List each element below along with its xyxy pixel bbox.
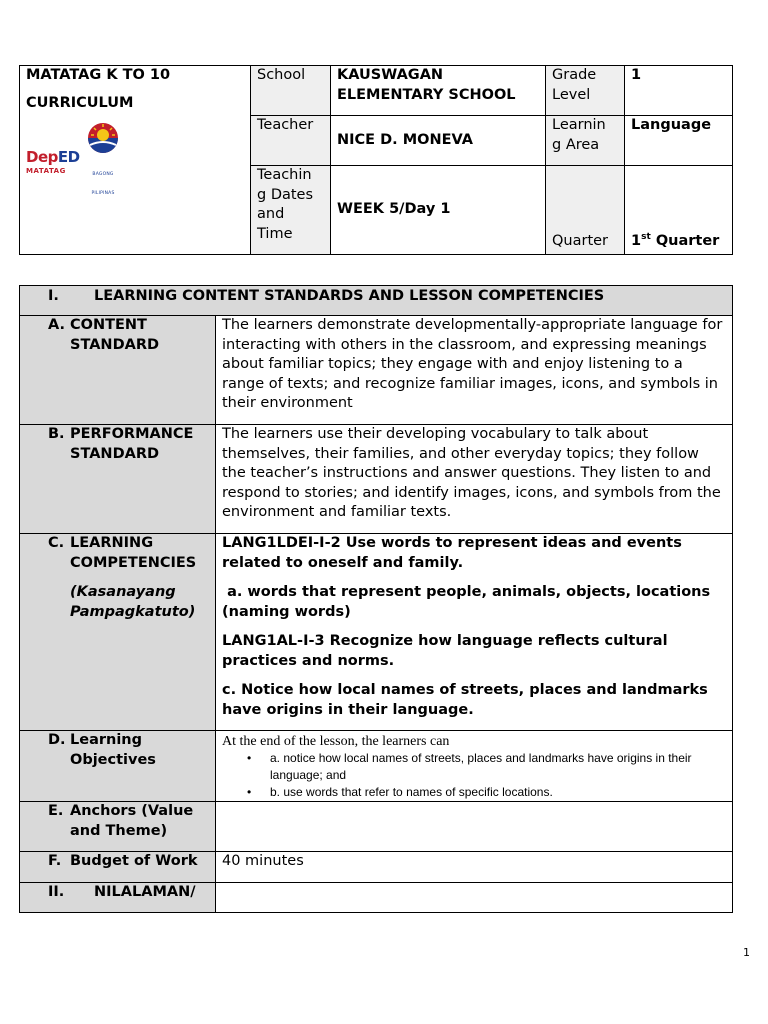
school-value: KAUSWAGAN ELEMENTARY SCHOOL: [331, 66, 546, 116]
grade-level-label: Grade Level: [546, 66, 625, 116]
learning-competencies-letter: C.: [48, 535, 65, 551]
bagong-pilipinas-text: BAGONG PILIPINAS: [91, 171, 115, 196]
competency-1: LANG1LDEI-I-2 Use words to represent ideas and events related to oneself and family.: [222, 535, 682, 571]
content-standard-letter: A.: [48, 317, 65, 333]
anchors-label-text: Anchors (Value and Theme): [70, 803, 194, 839]
learning-competencies-label: [20, 534, 216, 731]
learning-objectives-letter: D.: [48, 732, 66, 748]
budget-of-work-value: 40 minutes: [216, 852, 733, 883]
anchors-value: [216, 802, 733, 852]
objectives-intro: At the end of the lesson, the learners can: [222, 734, 450, 749]
deped-logo-text-b: ED: [57, 147, 80, 166]
teaching-dates-value: [331, 166, 546, 255]
learning-objectives-label-text: Learning Objectives: [70, 732, 156, 768]
learning-competencies-label-text: LEARNING COMPETENCIES: [70, 535, 197, 571]
lesson-plan-table: [19, 285, 733, 913]
section-2-value: [216, 883, 733, 913]
performance-standard-label-text: PERFORMANCE STANDARD: [70, 426, 194, 462]
budget-of-work-letter: F.: [48, 853, 62, 869]
section-1-number: I.: [48, 288, 59, 304]
teaching-dates-value-text: WEEK 5/Day 1: [337, 201, 451, 218]
objective-a: • a. notice how local names of streets, places and landmarks have origins in their language; and: [247, 750, 726, 784]
page-number: 1: [743, 946, 750, 959]
section-1-header: [20, 286, 733, 316]
learning-area-label: Learnin g Area: [546, 116, 625, 166]
header-table: [19, 65, 733, 255]
section-2-header: [20, 883, 216, 913]
grade-level-value: 1: [625, 66, 733, 116]
school-label: School: [251, 66, 331, 116]
teacher-value-text: NICE D. MONEVA: [337, 131, 473, 148]
deped-logo-text-a: Dep: [26, 147, 58, 166]
budget-of-work-label-text: Budget of Work: [70, 853, 198, 869]
learning-area-value: Language: [625, 116, 733, 166]
content-standard-label: [20, 316, 216, 425]
bagong-pilipinas-emblem-icon: [84, 121, 122, 157]
performance-standard-text: The learners use their developing vocabulary to talk about themselves, their families, and other everyday topics; they follow the teacher’s instructions and answer questions. They listen to and respond to stories; and identify images, icons, and symbols from the environment and familiar texts.: [216, 425, 733, 534]
performance-standard-label: [20, 425, 216, 534]
performance-standard-letter: B.: [48, 426, 65, 442]
learning-competencies-sublabel: (Kasanayang Pampagkatuto): [70, 584, 196, 620]
anchors-label: [20, 802, 216, 852]
teacher-value: [331, 116, 546, 166]
anchors-letter: E.: [48, 803, 64, 819]
competency-2: LANG1AL-I-3 Recognize how language reflects cultural practices and norms.: [222, 633, 668, 669]
teaching-dates-label: Teachin g Dates and Time: [251, 166, 331, 255]
quarter-value: [625, 166, 733, 255]
learning-objectives-label: [20, 731, 216, 802]
quarter-value-text: Quarter: [650, 232, 720, 249]
quarter-label: [546, 166, 625, 255]
learning-objectives-content: [216, 731, 733, 802]
curriculum-cell: [20, 66, 251, 255]
quarter-value-sup: st: [641, 231, 651, 242]
curriculum-line2: CURRICULUM: [26, 95, 134, 111]
quarter-value-num: 1: [631, 232, 642, 249]
quarter-label-text: Quarter: [552, 232, 609, 249]
bagong-pilipinas-logo: [84, 121, 122, 204]
section-1-title: LEARNING CONTENT STANDARDS AND LESSON COMPETENCIES: [94, 288, 605, 304]
section-2-number: II.: [48, 884, 65, 900]
learning-competencies-content: [216, 534, 733, 731]
competency-1a: a. words that represent people, animals, objects, locations (naming words): [222, 584, 716, 620]
matatag-logo-text: MATATAG: [26, 166, 66, 175]
deped-logo: [26, 147, 80, 176]
competency-2c: c. Notice how local names of streets, places and landmarks have origins in their language.: [222, 682, 708, 718]
objectives-list: [222, 750, 726, 801]
content-standard-label-text: CONTENT STANDARD: [70, 317, 160, 353]
teacher-label: Teacher: [251, 116, 331, 166]
objective-b: • b. use words that refer to names of specific locations.: [247, 784, 726, 801]
content-standard-text: The learners demonstrate developmentally-appropriate language for interacting with others in the classroom, and expressing meanings about familiar topics; they engage with and enjoy listening to a range of texts; and recognize familiar images, icons, and symbols in their environment: [216, 316, 733, 425]
logos: [26, 121, 244, 204]
budget-of-work-label: [20, 852, 216, 883]
section-2-title: NILALAMAN/: [94, 884, 196, 900]
curriculum-line1: MATATAG K TO 10: [26, 67, 171, 83]
